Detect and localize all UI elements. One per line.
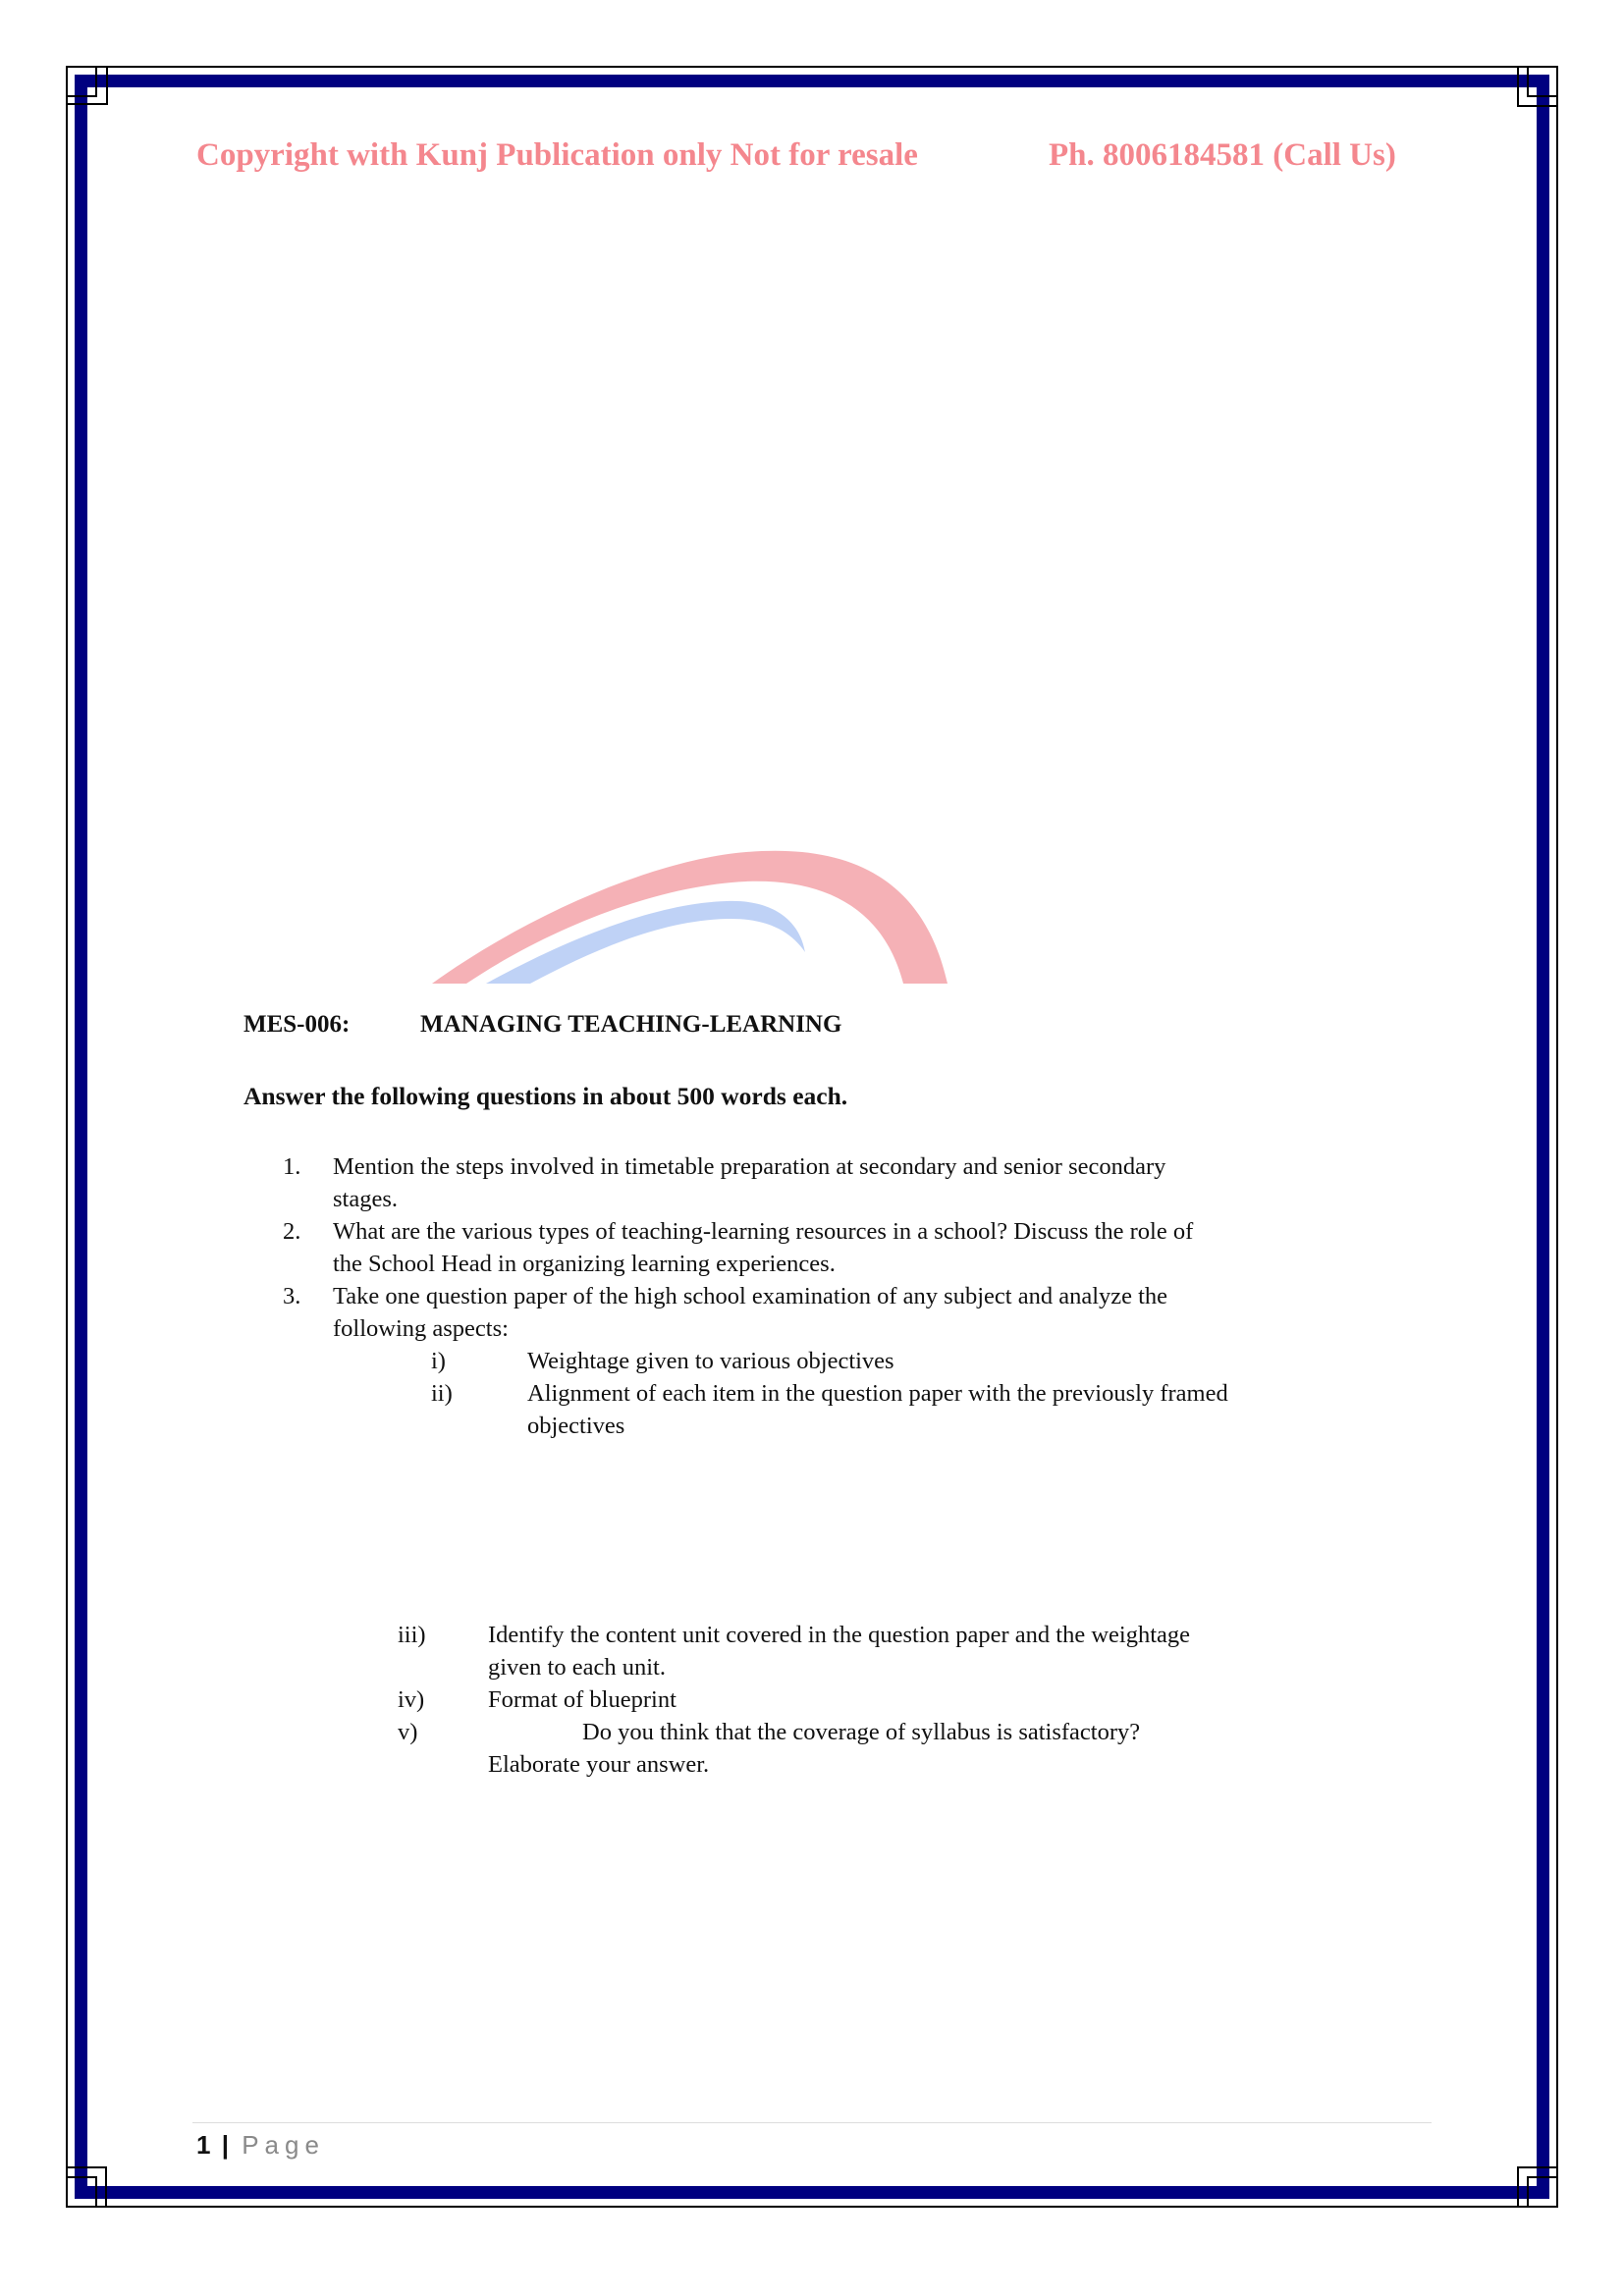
question-line: Take one question paper of the high school examination of any subject and analyze the bbox=[333, 1283, 1168, 1309]
border-corner-knot bbox=[1517, 2166, 1558, 2208]
copyright-notice: Copyright with Kunj Publication only Not for resale bbox=[196, 137, 918, 173]
aspect-item bbox=[431, 1377, 1402, 1442]
question-line: What are the various types of teaching-learning resources in a school? Discuss the role of bbox=[333, 1218, 1194, 1245]
aspect-item bbox=[398, 1619, 1330, 1683]
question-line: stages. bbox=[333, 1186, 398, 1212]
question-line: the School Head in organizing learning experiences. bbox=[333, 1251, 836, 1277]
question-item bbox=[283, 1215, 1402, 1280]
aspect-line: Identify the content unit covered in the question paper and the weightage bbox=[488, 1622, 1191, 1648]
page-label: Page bbox=[242, 2130, 325, 2160]
question-line: following aspects: bbox=[333, 1315, 509, 1342]
footer-separator: | bbox=[221, 2130, 229, 2160]
aspect-line: Do you think that the coverage of syllabus is satisfactory? bbox=[582, 1719, 1141, 1745]
aspect-item bbox=[398, 1716, 1330, 1781]
aspect-item bbox=[431, 1345, 1402, 1377]
aspect-item bbox=[398, 1683, 1330, 1716]
aspect-line: Format of blueprint bbox=[488, 1686, 677, 1713]
page-footer bbox=[196, 2130, 325, 2161]
aspect-line: objectives bbox=[527, 1413, 625, 1439]
border-corner-knot bbox=[1517, 66, 1558, 107]
page-number: 1 bbox=[196, 2130, 211, 2160]
aspect-list-continued bbox=[398, 1619, 1330, 1781]
aspect-label: ii) bbox=[431, 1380, 453, 1407]
page-border-line bbox=[66, 66, 1558, 2208]
border-corner-knot bbox=[66, 66, 108, 105]
course-title: MANAGING TEACHING-LEARNING bbox=[420, 1011, 842, 1038]
page-header bbox=[196, 137, 1434, 174]
instruction-text: Answer the following questions in about 500 words each. bbox=[244, 1082, 848, 1110]
question-number: 2. bbox=[283, 1218, 301, 1245]
aspect-label: v) bbox=[398, 1719, 418, 1745]
question-number: 3. bbox=[283, 1283, 301, 1309]
swoosh-logo-icon bbox=[412, 834, 982, 984]
footer-divider bbox=[192, 2122, 1432, 2123]
aspect-label: i) bbox=[431, 1348, 446, 1374]
aspect-line: Weightage given to various objectives bbox=[527, 1348, 894, 1374]
question-item bbox=[283, 1150, 1402, 1215]
border-corner-knot bbox=[66, 2166, 107, 2208]
aspect-line: given to each unit. bbox=[488, 1654, 666, 1681]
course-heading bbox=[244, 1011, 1392, 1048]
question-item bbox=[283, 1280, 1402, 1442]
question-line: Mention the steps involved in timetable preparation at secondary and senior secondary bbox=[333, 1153, 1166, 1180]
aspect-label: iv) bbox=[398, 1686, 425, 1713]
aspect-line: Alignment of each item in the question paper with the previously framed bbox=[527, 1380, 1228, 1407]
question-list bbox=[283, 1150, 1402, 1442]
aspect-label: iii) bbox=[398, 1622, 426, 1648]
contact-phone: Ph. 8006184581 (Call Us) bbox=[1049, 137, 1396, 173]
aspect-line: Elaborate your answer. bbox=[488, 1751, 710, 1778]
course-code: MES-006: bbox=[244, 1011, 351, 1038]
question-number: 1. bbox=[283, 1153, 301, 1180]
